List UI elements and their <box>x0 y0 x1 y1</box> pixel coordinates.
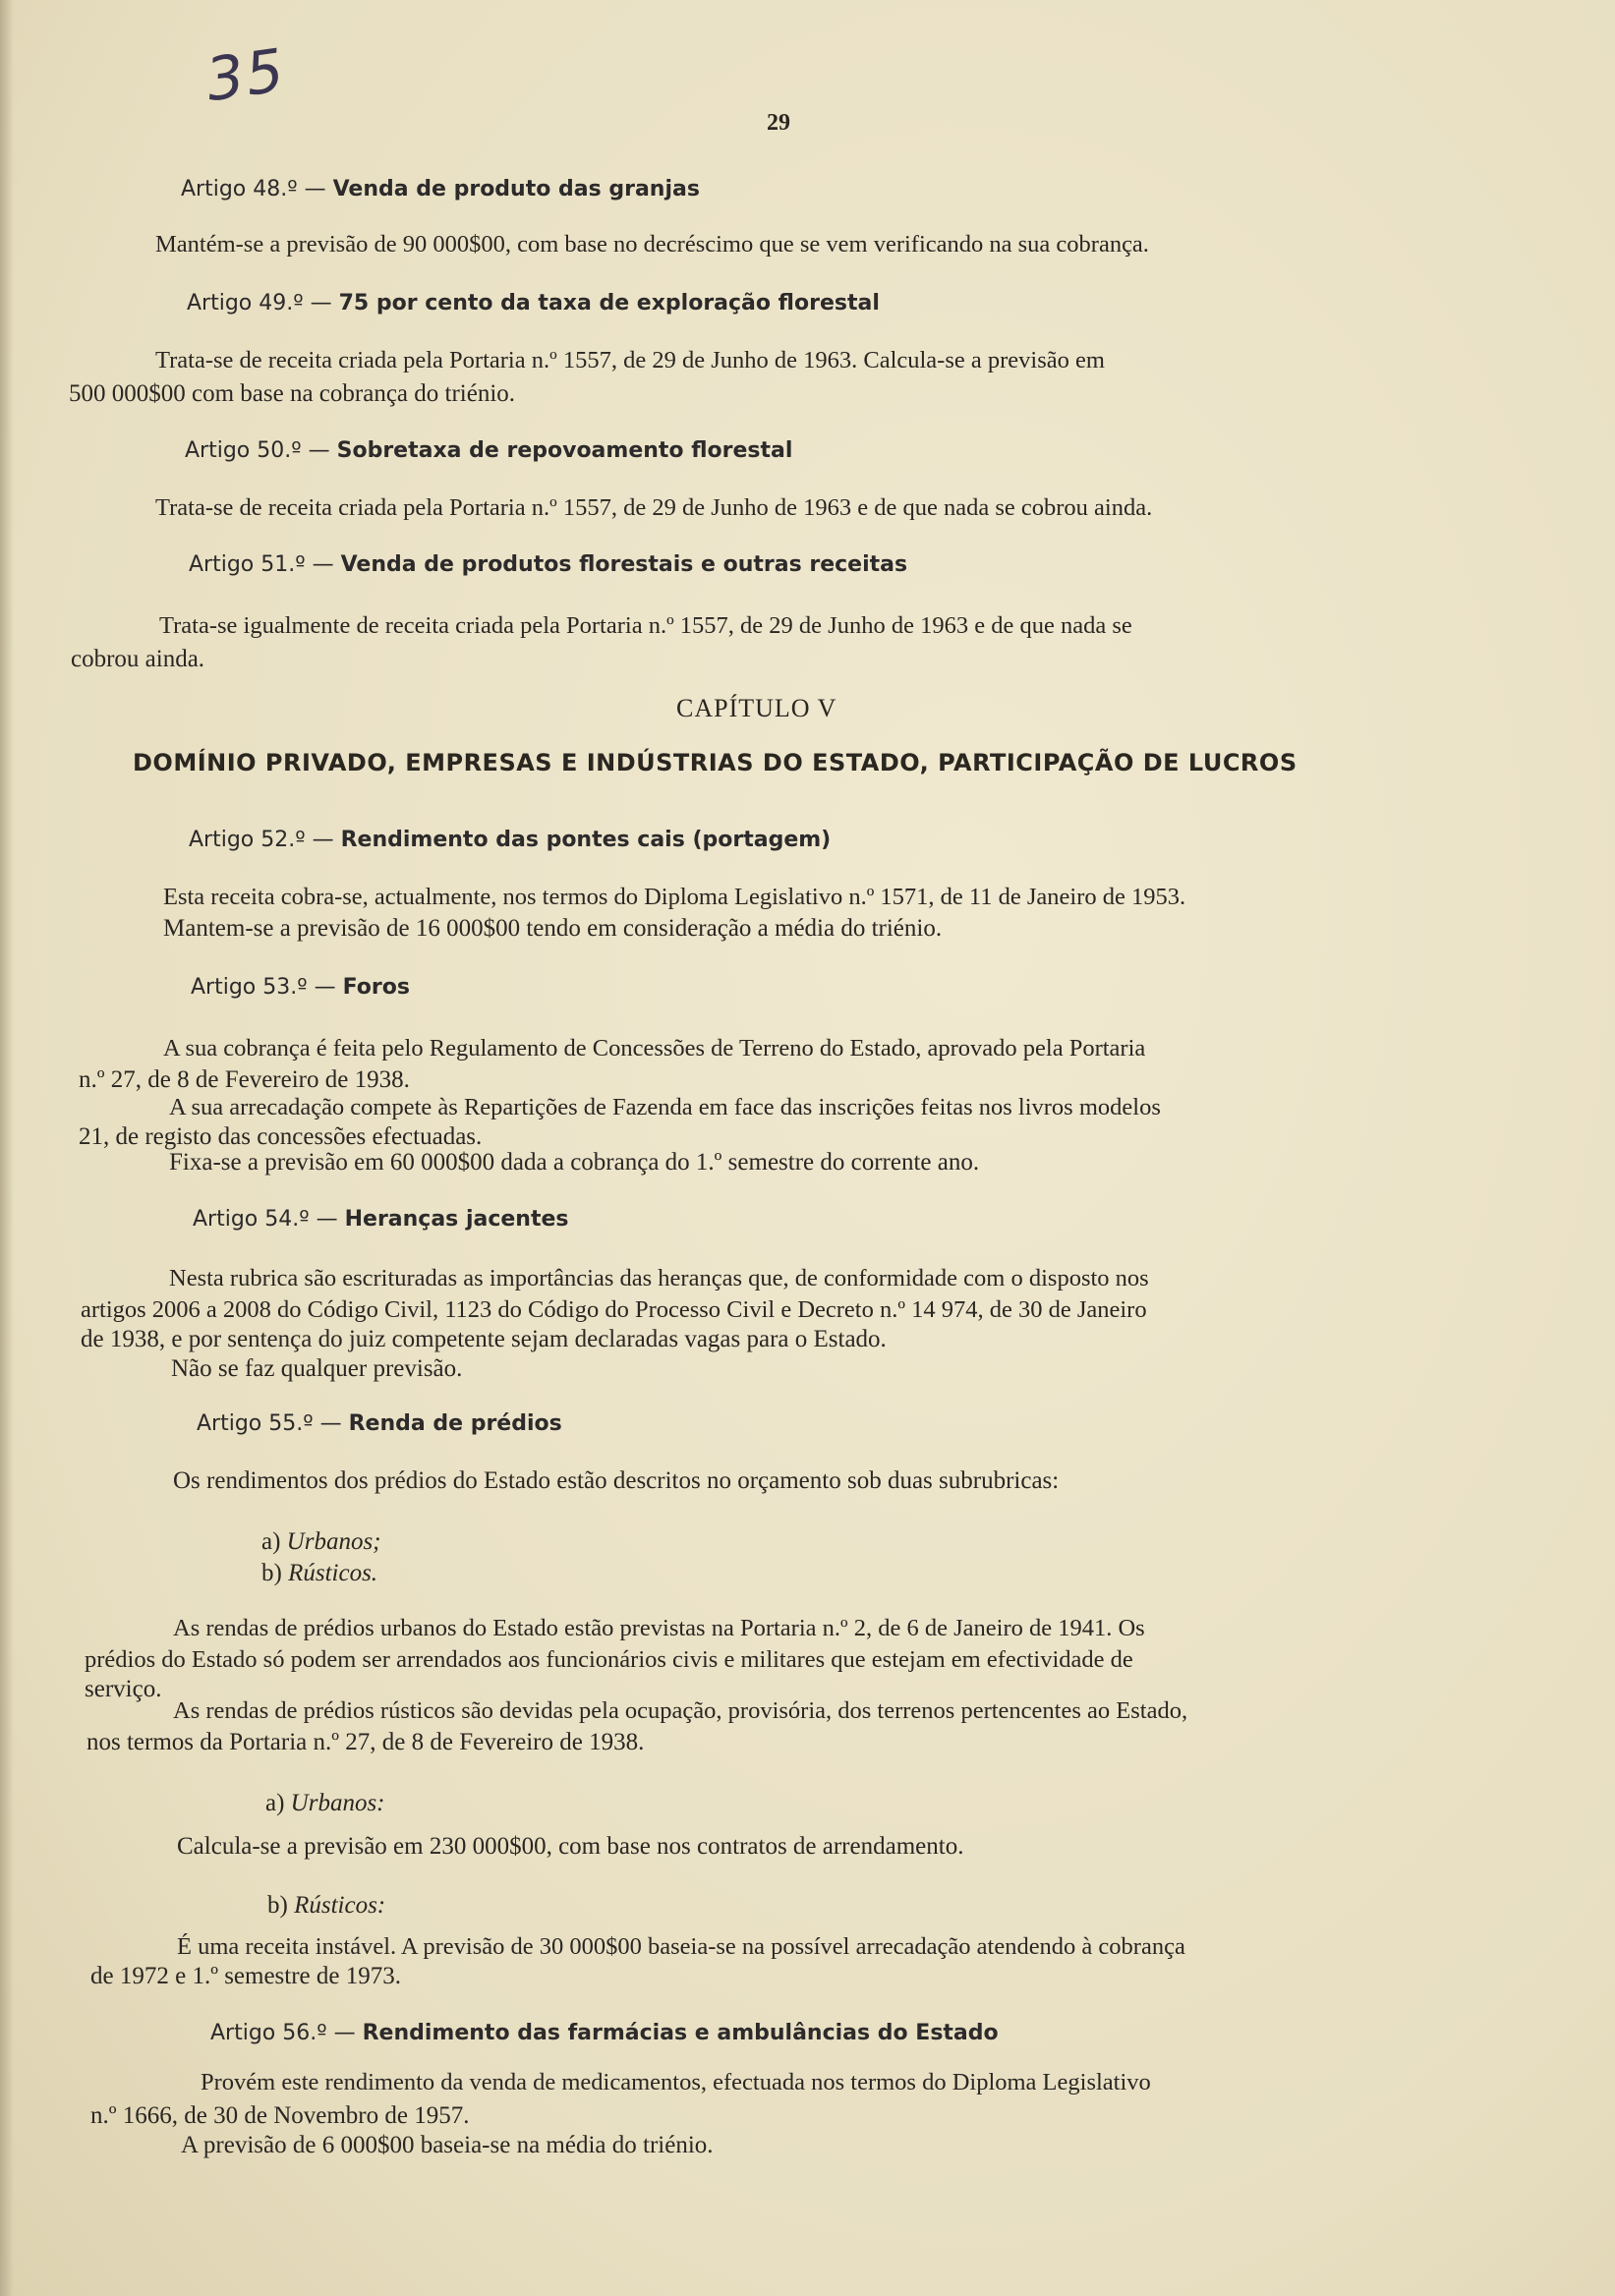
article-number: Artigo 56.º — <box>210 2021 356 2045</box>
article-number: Artigo 51.º — <box>189 552 334 577</box>
paragraph-continuation: n.º 1666, de 30 de Novembro de 1957. <box>90 2102 470 2129</box>
article-54-heading <box>193 1207 568 1232</box>
list-marker: b) <box>261 1560 282 1586</box>
chapter-title: CAPÍTULO V <box>676 694 837 722</box>
paragraph: Trata-se igualmente de receita criada pela Portaria n.º 1557, de 29 de Junho de 1963 e de que nada se <box>159 612 1132 639</box>
article-number: Artigo 55.º — <box>197 1411 342 1436</box>
page-number: 29 <box>767 110 790 136</box>
article-number: Artigo 49.º — <box>187 291 332 316</box>
list-item <box>261 1525 381 1559</box>
list-text: Rústicos. <box>288 1560 378 1586</box>
page-edge-shadow <box>0 0 14 2296</box>
article-number: Artigo 48.º — <box>181 177 326 201</box>
paragraph: Calcula-se a previsão em 230 000$00, com base nos contratos de arrendamento. <box>177 1833 964 1860</box>
list-marker: b) <box>267 1892 288 1919</box>
article-number: Artigo 50.º — <box>185 438 330 463</box>
list-marker: a) <box>265 1790 285 1816</box>
paragraph-continuation: artigos 2006 a 2008 do Código Civil, 1123 do Código do Processo Civil e Decreto n.º 14 974, de 30 de Janeiro <box>81 1296 1147 1323</box>
paragraph: Os rendimentos dos prédios do Estado estão descritos no orçamento sob duas subrubricas: <box>173 1467 1060 1494</box>
paragraph-continuation: serviço. <box>85 1676 162 1702</box>
article-title: Venda de produto das granjas <box>332 177 700 201</box>
paragraph: Não se faz qualquer previsão. <box>171 1355 463 1382</box>
paragraph-continuation: de 1938, e por sentença do juiz competente sejam declaradas vagas para o Estado. <box>81 1326 887 1352</box>
paragraph: É uma receita instável. A previsão de 30 000$00 baseia-se na possível arrecadação atendendo à cobrança <box>177 1933 1185 1960</box>
paragraph-continuation: cobrou ainda. <box>71 646 205 672</box>
article-number: Artigo 53.º — <box>191 975 336 1000</box>
article-title: Rendimento das pontes cais (portagem) <box>340 828 832 852</box>
paragraph: A sua arrecadação compete às Repartições de Fazenda em face das inscrições feitas nos livros modelos <box>169 1094 1161 1120</box>
chapter-subtitle: DOMÍNIO PRIVADO, EMPRESAS E INDÚSTRIAS DO ESTADO, PARTICIPAÇÃO DE LUCROS <box>133 749 1298 776</box>
paragraph: Mantem-se a previsão de 16 000$00 tendo em consideração a média do triénio. <box>163 915 943 942</box>
paragraph: Trata-se de receita criada pela Portaria n.º 1557, de 29 de Junho de 1963 e de que nada se cobrou ainda. <box>155 494 1153 521</box>
article-53-heading <box>191 975 410 1000</box>
article-title: Renda de prédios <box>348 1411 562 1436</box>
paragraph: As rendas de prédios urbanos do Estado estão previstas na Portaria n.º 2, de 6 de Janeiro de 1941. Os <box>173 1615 1145 1641</box>
article-number: Artigo 52.º — <box>189 828 334 852</box>
article-title: Foros <box>342 975 410 1000</box>
subsection-heading <box>265 1787 385 1820</box>
list-text: Rústicos: <box>294 1892 386 1919</box>
article-title: Heranças jacentes <box>344 1207 569 1232</box>
article-51-heading <box>189 552 907 577</box>
article-title: Venda de produtos florestais e outras receitas <box>340 552 908 577</box>
article-title: Sobretaxa de repovoamento florestal <box>336 438 793 463</box>
handwritten-page-number: 35 <box>202 35 290 116</box>
article-52-heading <box>189 828 831 852</box>
paragraph: Mantém-se a previsão de 90 000$00, com base no decréscimo que se vem verificando na sua cobrança. <box>155 231 1149 258</box>
article-49-heading <box>187 291 880 316</box>
paragraph-continuation: 500 000$00 com base na cobrança do triénio. <box>69 380 516 407</box>
paragraph-continuation: 21, de registo das concessões efectuadas. <box>79 1123 483 1150</box>
paragraph-continuation: de 1972 e 1.º semestre de 1973. <box>90 1963 402 1989</box>
paragraph-continuation: n.º 27, de 8 de Fevereiro de 1938. <box>79 1066 410 1093</box>
article-title: 75 por cento da taxa de exploração florestal <box>338 291 880 316</box>
list-text: Urbanos: <box>290 1790 385 1816</box>
paragraph-continuation: prédios do Estado só podem ser arrendados aos funcionários civis e militares que estejam em efectividade de <box>85 1646 1133 1673</box>
paragraph: Trata-se de receita criada pela Portaria n.º 1557, de 29 de Junho de 1963. Calcula-se a previsão em <box>155 347 1105 373</box>
paragraph: As rendas de prédios rústicos são devidas pela ocupação, provisória, dos terrenos pertencentes ao Estado, <box>173 1697 1188 1724</box>
paragraph: Nesta rubrica são escrituradas as importâncias das heranças que, de conformidade com o disposto nos <box>169 1265 1149 1292</box>
article-55-heading <box>197 1411 562 1436</box>
paragraph: A previsão de 6 000$00 baseia-se na média do triénio. <box>181 2132 714 2158</box>
list-marker: a) <box>261 1528 281 1555</box>
paragraph: Fixa-se a previsão em 60 000$00 dada a cobrança do 1.º semestre do corrente ano. <box>169 1149 980 1176</box>
paragraph: Provém este rendimento da venda de medicamentos, efectuada nos termos do Diploma Legislativo <box>201 2069 1151 2095</box>
article-56-heading <box>210 2021 999 2045</box>
article-title: Rendimento das farmácias e ambulâncias do Estado <box>362 2021 999 2045</box>
subsection-heading <box>267 1889 385 1923</box>
list-text: Urbanos; <box>286 1528 381 1555</box>
paragraph: Esta receita cobra-se, actualmente, nos termos do Diploma Legislativo n.º 1571, de 11 de Janeiro de 1953. <box>163 884 1186 910</box>
article-48-heading <box>181 177 700 201</box>
article-number: Artigo 54.º — <box>193 1207 338 1232</box>
paragraph-continuation: nos termos da Portaria n.º 27, de 8 de Fevereiro de 1938. <box>87 1729 645 1755</box>
article-50-heading <box>185 438 792 463</box>
list-item <box>261 1557 377 1590</box>
paragraph: A sua cobrança é feita pelo Regulamento de Concessões de Terreno do Estado, aprovado pela Portaria <box>163 1035 1146 1062</box>
